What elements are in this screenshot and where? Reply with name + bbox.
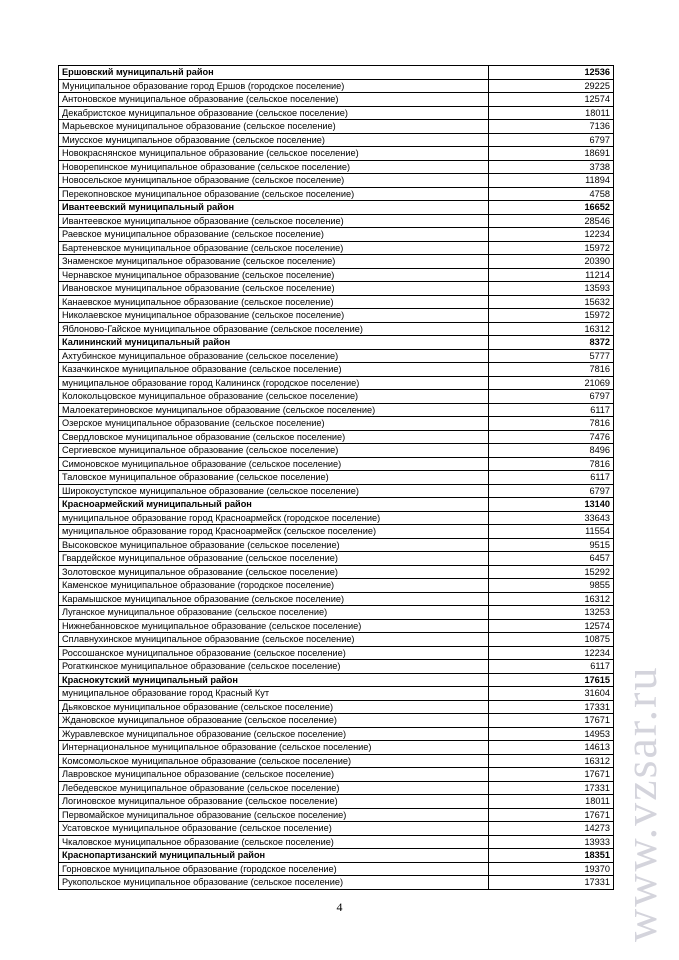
municipality-name: Антоновское муниципальное образование (сельское поселение) [59, 93, 489, 107]
table-row [59, 835, 614, 849]
table-row [59, 282, 614, 296]
table-row [59, 619, 614, 633]
municipality-name: Знаменское муниципальное образование (сельское поселение) [59, 255, 489, 269]
table-row [59, 349, 614, 363]
municipality-name: Луганское муниципальное образование (сельское поселение) [59, 606, 489, 620]
municipality-name: Симоновское муниципальное образование (сельское поселение) [59, 457, 489, 471]
municipality-value: 6117 [489, 403, 614, 417]
municipality-name: Ждановское муниципальное образование (сельское поселение) [59, 714, 489, 728]
municipality-name: Декабристское муниципальное образование (сельское поселение) [59, 106, 489, 120]
municipality-value: 6117 [489, 660, 614, 674]
municipality-value: 7816 [489, 417, 614, 431]
municipality-value: 17331 [489, 700, 614, 714]
municipality-name: муниципальное образование город Красноармейск (городское поселение) [59, 511, 489, 525]
municipality-value: 6457 [489, 552, 614, 566]
table-row [59, 484, 614, 498]
table-row [59, 390, 614, 404]
municipality-name: Таловское муниципальное образование (сельское поселение) [59, 471, 489, 485]
municipality-name: Ивановское муниципальное образование (сельское поселение) [59, 282, 489, 296]
municipality-name: муниципальное образование город Калининск (городское поселение) [59, 376, 489, 390]
district-value: 13140 [489, 498, 614, 512]
table-row [59, 255, 614, 269]
municipality-value: 11214 [489, 268, 614, 282]
municipality-name: Бартеневское муниципальное образование (сельское поселение) [59, 241, 489, 255]
municipality-name: Высоковское муниципальное образование (сельское поселение) [59, 538, 489, 552]
municipality-name: Марьевское муниципальное образование (сельское поселение) [59, 120, 489, 134]
table-row [59, 646, 614, 660]
district-header-row [59, 673, 614, 687]
municipality-name: Нижнебанновское муниципальное образование (сельское поселение) [59, 619, 489, 633]
municipality-name: Казачкинское муниципальное образование (сельское поселение) [59, 363, 489, 377]
district-header-row [59, 201, 614, 215]
municipality-name: Миусское муниципальное образование (сельское поселение) [59, 133, 489, 147]
district-name: Красноармейский муниципальный район [59, 498, 489, 512]
table-body [59, 66, 614, 890]
municipality-value: 11554 [489, 525, 614, 539]
table-row [59, 876, 614, 890]
municipality-name: Чкаловское муниципальное образование (сельское поселение) [59, 835, 489, 849]
municipality-name: муниципальное образование город Красный Кут [59, 687, 489, 701]
table-row [59, 268, 614, 282]
municipality-name: Интернациональное муниципальное образование (сельское поселение) [59, 741, 489, 755]
table-row [59, 538, 614, 552]
table-row [59, 120, 614, 134]
municipality-value: 16312 [489, 592, 614, 606]
table-row [59, 727, 614, 741]
municipality-value: 14953 [489, 727, 614, 741]
municipality-name: Муниципальное образование город Ершов (городское поселение) [59, 79, 489, 93]
table-row [59, 444, 614, 458]
municipality-name: Лавровское муниципальное образование (сельское поселение) [59, 768, 489, 782]
municipality-name: Широкоуступское муниципальное образование (сельское поселение) [59, 484, 489, 498]
table-row [59, 133, 614, 147]
table-row [59, 160, 614, 174]
municipality-value: 6797 [489, 484, 614, 498]
table-row [59, 714, 614, 728]
table-row [59, 754, 614, 768]
table-row [59, 79, 614, 93]
municipality-value: 8496 [489, 444, 614, 458]
municipality-value: 9515 [489, 538, 614, 552]
municipality-name: Дьяковское муниципальное образование (сельское поселение) [59, 700, 489, 714]
table-row [59, 430, 614, 444]
municipality-value: 11894 [489, 174, 614, 188]
municipality-value: 5777 [489, 349, 614, 363]
district-value: 16652 [489, 201, 614, 215]
municipality-name: Ивантеевское муниципальное образование (сельское поселение) [59, 214, 489, 228]
municipality-name: Логиновское муниципальное образование (сельское поселение) [59, 795, 489, 809]
municipality-value: 14273 [489, 822, 614, 836]
municipality-name: Золотовское муниципальное образование (сельское поселение) [59, 565, 489, 579]
table-row [59, 214, 614, 228]
municipal-table [58, 65, 614, 890]
municipality-value: 12574 [489, 93, 614, 107]
municipality-name: Каменское муниципальное образование (городское поселение) [59, 579, 489, 593]
table-row [59, 93, 614, 107]
district-header-row [59, 336, 614, 350]
table-row [59, 309, 614, 323]
municipality-name: Новокраснянское муниципальное образование (сельское поселение) [59, 147, 489, 161]
municipality-value: 3738 [489, 160, 614, 174]
municipality-name: Озерское муниципальное образование (сельское поселение) [59, 417, 489, 431]
district-value: 8372 [489, 336, 614, 350]
municipality-value: 33643 [489, 511, 614, 525]
table-row [59, 363, 614, 377]
municipality-name: Комсомольское муниципальное образование (сельское поселение) [59, 754, 489, 768]
municipality-name: Канаевское муниципальное образование (сельское поселение) [59, 295, 489, 309]
municipality-value: 17671 [489, 768, 614, 782]
municipality-name: Россошанское муниципальное образование (сельское поселение) [59, 646, 489, 660]
municipality-value: 12234 [489, 228, 614, 242]
municipality-name: Новосельское муниципальное образование (сельское поселение) [59, 174, 489, 188]
municipality-value: 15632 [489, 295, 614, 309]
municipality-value: 12234 [489, 646, 614, 660]
watermark-logo [612, 600, 672, 945]
table-row [59, 106, 614, 120]
table-row [59, 660, 614, 674]
municipality-name: Перекопновское муниципальное образование (сельское поселение) [59, 187, 489, 201]
district-value: 17615 [489, 673, 614, 687]
table-row [59, 525, 614, 539]
municipality-name: Усатовское муниципальное образование (сельское поселение) [59, 822, 489, 836]
district-value: 12536 [489, 66, 614, 80]
table-row [59, 687, 614, 701]
municipality-name: муниципальное образование город Красноармейск (сельское поселение) [59, 525, 489, 539]
municipality-value: 7136 [489, 120, 614, 134]
municipality-name: Яблоново-Гайское муниципальное образование (сельское поселение) [59, 322, 489, 336]
table-row [59, 417, 614, 431]
table-row [59, 471, 614, 485]
municipality-value: 15972 [489, 241, 614, 255]
table-row [59, 187, 614, 201]
municipality-value: 18691 [489, 147, 614, 161]
page-number: 4 [336, 900, 343, 914]
municipality-name: Новорепинское муниципальное образование (сельское поселение) [59, 160, 489, 174]
municipality-value: 16312 [489, 754, 614, 768]
table-row [59, 376, 614, 390]
municipality-name: Первомайское муниципальное образование (сельское поселение) [59, 808, 489, 822]
municipality-value: 29225 [489, 79, 614, 93]
municipality-name: Карамышское муниципальное образование (сельское поселение) [59, 592, 489, 606]
table-row [59, 862, 614, 876]
municipality-name: Раевское муниципальное образование (сельское поселение) [59, 228, 489, 242]
district-name: Краснопартизанский муниципальный район [59, 849, 489, 863]
district-header-row [59, 498, 614, 512]
municipality-value: 20390 [489, 255, 614, 269]
municipality-name: Горновское муниципальное образование (городское поселение) [59, 862, 489, 876]
table-row [59, 700, 614, 714]
municipality-value: 7816 [489, 457, 614, 471]
district-header-row [59, 66, 614, 80]
municipality-value: 13593 [489, 282, 614, 296]
table-row [59, 795, 614, 809]
district-name: Ершовский муниципальнй район [59, 66, 489, 80]
municipality-value: 31604 [489, 687, 614, 701]
municipality-value: 17331 [489, 781, 614, 795]
municipality-name: Николаевское муниципальное образование (сельское поселение) [59, 309, 489, 323]
municipality-value: 17671 [489, 714, 614, 728]
municipality-value: 16312 [489, 322, 614, 336]
table-row [59, 565, 614, 579]
svg-text:www.vzsar.ru: www.vzsar.ru [615, 665, 666, 942]
table-row [59, 781, 614, 795]
municipality-name: Гвардейское муниципальное образование (сельское поселение) [59, 552, 489, 566]
municipality-value: 15972 [489, 309, 614, 323]
municipality-value: 6797 [489, 390, 614, 404]
municipality-value: 6117 [489, 471, 614, 485]
municipality-name: Малоекатериновское муниципальное образование (сельское поселение) [59, 403, 489, 417]
table-row [59, 633, 614, 647]
table-row [59, 606, 614, 620]
table-row [59, 403, 614, 417]
municipality-value: 7476 [489, 430, 614, 444]
municipality-value: 13933 [489, 835, 614, 849]
table-row [59, 241, 614, 255]
municipality-value: 6797 [489, 133, 614, 147]
municipality-value: 18011 [489, 106, 614, 120]
municipality-value: 21069 [489, 376, 614, 390]
district-value: 18351 [489, 849, 614, 863]
district-name: Ивантеевский муниципальный район [59, 201, 489, 215]
municipality-name: Журавлевское муниципальное образование (сельское поселение) [59, 727, 489, 741]
table-row [59, 228, 614, 242]
table-row [59, 322, 614, 336]
municipality-name: Колокольцовское муниципальное образование (сельское поселение) [59, 390, 489, 404]
table-row [59, 295, 614, 309]
municipality-value: 7816 [489, 363, 614, 377]
table-row [59, 457, 614, 471]
district-header-row [59, 849, 614, 863]
municipality-name: Рогаткинское муниципальное образование (сельское поселение) [59, 660, 489, 674]
municipality-value: 19370 [489, 862, 614, 876]
table-row [59, 808, 614, 822]
municipality-value: 14613 [489, 741, 614, 755]
table-row [59, 511, 614, 525]
table-row [59, 147, 614, 161]
municipality-value: 28546 [489, 214, 614, 228]
municipality-name: Сергиевское муниципальное образование (сельское поселение) [59, 444, 489, 458]
municipality-value: 15292 [489, 565, 614, 579]
municipality-value: 4758 [489, 187, 614, 201]
municipality-value: 17331 [489, 876, 614, 890]
district-name: Краснокутский муниципальный район [59, 673, 489, 687]
municipality-name: Ахтубинское муниципальное образование (сельское поселение) [59, 349, 489, 363]
table-row [59, 592, 614, 606]
municipality-value: 13253 [489, 606, 614, 620]
municipality-name: Сплавнухинское муниципальное образование (сельское поселение) [59, 633, 489, 647]
table-row [59, 768, 614, 782]
table-row [59, 741, 614, 755]
municipality-name: Свердловское муниципальное образование (сельское поселение) [59, 430, 489, 444]
municipality-value: 12574 [489, 619, 614, 633]
municipality-value: 18011 [489, 795, 614, 809]
municipality-value: 9855 [489, 579, 614, 593]
municipality-name: Чернавское муниципальное образование (сельское поселение) [59, 268, 489, 282]
municipality-value: 17671 [489, 808, 614, 822]
municipality-value: 10875 [489, 633, 614, 647]
municipality-name: Рукопольское муниципальное образование (сельское поселение) [59, 876, 489, 890]
table-row [59, 579, 614, 593]
table-row [59, 822, 614, 836]
table-row [59, 552, 614, 566]
municipality-name: Лебедевское муниципальное образование (сельское поселение) [59, 781, 489, 795]
table-row [59, 174, 614, 188]
district-name: Калининский муниципальный район [59, 336, 489, 350]
